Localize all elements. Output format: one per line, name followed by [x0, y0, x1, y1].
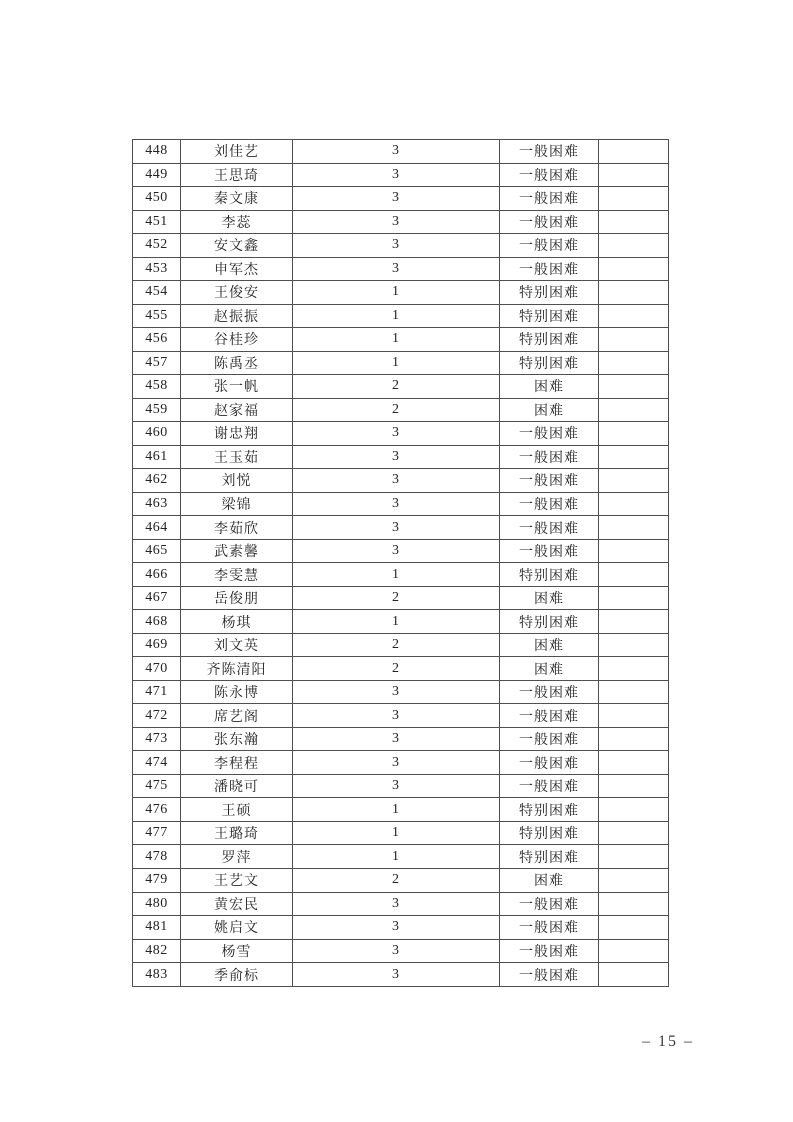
difficulty-level-cell: 一般困难 — [500, 704, 599, 728]
category-code-cell: 3 — [293, 727, 500, 751]
row-index-cell: 468 — [133, 610, 181, 634]
row-index-cell: 457 — [133, 351, 181, 375]
remark-cell — [599, 610, 669, 634]
category-code-cell: 3 — [293, 916, 500, 940]
remark-cell — [599, 939, 669, 963]
remark-cell — [599, 657, 669, 681]
table-row — [133, 892, 669, 916]
table-row — [133, 422, 669, 446]
row-index-cell: 469 — [133, 633, 181, 657]
table-row — [133, 963, 669, 987]
table-row — [133, 821, 669, 845]
remark-cell — [599, 398, 669, 422]
table-row — [133, 845, 669, 869]
row-index-cell: 460 — [133, 422, 181, 446]
student-name-cell: 陈永博 — [181, 680, 293, 704]
remark-cell — [599, 304, 669, 328]
table-row — [133, 704, 669, 728]
remark-cell — [599, 774, 669, 798]
row-index-cell: 465 — [133, 539, 181, 563]
student-name-cell: 谷桂珍 — [181, 328, 293, 352]
difficulty-level-cell: 一般困难 — [500, 163, 599, 187]
remark-cell — [599, 351, 669, 375]
remark-cell — [599, 469, 669, 493]
student-name-cell: 张东瀚 — [181, 727, 293, 751]
difficulty-level-cell: 特别困难 — [500, 845, 599, 869]
difficulty-level-cell: 一般困难 — [500, 963, 599, 987]
remark-cell — [599, 563, 669, 587]
student-name-cell: 谢忠翔 — [181, 422, 293, 446]
category-code-cell: 2 — [293, 657, 500, 681]
student-name-cell: 梁锦 — [181, 492, 293, 516]
difficulty-level-cell: 困难 — [500, 375, 599, 399]
table-row — [133, 939, 669, 963]
remark-cell — [599, 539, 669, 563]
remark-cell — [599, 586, 669, 610]
category-code-cell: 1 — [293, 821, 500, 845]
table-row — [133, 398, 669, 422]
row-index-cell: 455 — [133, 304, 181, 328]
remark-cell — [599, 422, 669, 446]
remark-cell — [599, 281, 669, 305]
student-name-cell: 杨琪 — [181, 610, 293, 634]
remark-cell — [599, 257, 669, 281]
row-index-cell: 479 — [133, 868, 181, 892]
row-index-cell: 475 — [133, 774, 181, 798]
table-row — [133, 492, 669, 516]
student-name-cell: 刘悦 — [181, 469, 293, 493]
remark-cell — [599, 210, 669, 234]
table-row — [133, 539, 669, 563]
difficulty-level-cell: 一般困难 — [500, 187, 599, 211]
student-name-cell: 岳俊朋 — [181, 586, 293, 610]
remark-cell — [599, 963, 669, 987]
table-row — [133, 563, 669, 587]
category-code-cell: 1 — [293, 845, 500, 869]
difficulty-level-cell: 特别困难 — [500, 821, 599, 845]
difficulty-level-cell: 一般困难 — [500, 210, 599, 234]
table-row — [133, 774, 669, 798]
difficulty-level-cell: 一般困难 — [500, 234, 599, 258]
student-name-cell: 刘佳艺 — [181, 140, 293, 164]
category-code-cell: 3 — [293, 234, 500, 258]
table-row — [133, 210, 669, 234]
student-name-cell: 安文鑫 — [181, 234, 293, 258]
difficulty-level-cell: 一般困难 — [500, 774, 599, 798]
difficulty-level-cell: 困难 — [500, 633, 599, 657]
row-index-cell: 478 — [133, 845, 181, 869]
category-code-cell: 3 — [293, 774, 500, 798]
table-row — [133, 586, 669, 610]
difficulty-level-cell: 特别困难 — [500, 304, 599, 328]
student-name-cell: 赵家福 — [181, 398, 293, 422]
row-index-cell: 462 — [133, 469, 181, 493]
row-index-cell: 473 — [133, 727, 181, 751]
row-index-cell: 474 — [133, 751, 181, 775]
row-index-cell: 464 — [133, 516, 181, 540]
table-row — [133, 163, 669, 187]
category-code-cell: 3 — [293, 257, 500, 281]
category-code-cell: 3 — [293, 939, 500, 963]
page-number: – 15 – — [642, 1033, 694, 1050]
row-index-cell: 466 — [133, 563, 181, 587]
student-name-cell: 刘文英 — [181, 633, 293, 657]
category-code-cell: 3 — [293, 892, 500, 916]
row-index-cell: 483 — [133, 963, 181, 987]
difficulty-level-cell: 特别困难 — [500, 798, 599, 822]
remark-cell — [599, 445, 669, 469]
remark-cell — [599, 163, 669, 187]
table-row — [133, 234, 669, 258]
table-row — [133, 140, 669, 164]
table-row — [133, 727, 669, 751]
category-code-cell: 3 — [293, 516, 500, 540]
table-row — [133, 610, 669, 634]
row-index-cell: 448 — [133, 140, 181, 164]
category-code-cell: 3 — [293, 751, 500, 775]
remark-cell — [599, 704, 669, 728]
row-index-cell: 454 — [133, 281, 181, 305]
table-row — [133, 328, 669, 352]
difficulty-level-cell: 特别困难 — [500, 351, 599, 375]
category-code-cell: 2 — [293, 375, 500, 399]
category-code-cell: 3 — [293, 140, 500, 164]
table-row — [133, 187, 669, 211]
row-index-cell: 471 — [133, 680, 181, 704]
student-name-cell: 李程程 — [181, 751, 293, 775]
student-name-cell: 武素馨 — [181, 539, 293, 563]
category-code-cell: 1 — [293, 798, 500, 822]
remark-cell — [599, 916, 669, 940]
difficulty-level-cell: 一般困难 — [500, 892, 599, 916]
table-row — [133, 516, 669, 540]
row-index-cell: 461 — [133, 445, 181, 469]
remark-cell — [599, 680, 669, 704]
difficulty-level-cell: 特别困难 — [500, 328, 599, 352]
row-index-cell: 459 — [133, 398, 181, 422]
difficulty-level-cell: 困难 — [500, 868, 599, 892]
remark-cell — [599, 798, 669, 822]
row-index-cell: 481 — [133, 916, 181, 940]
difficulty-level-cell: 特别困难 — [500, 563, 599, 587]
category-code-cell: 2 — [293, 586, 500, 610]
category-code-cell: 3 — [293, 422, 500, 446]
difficulty-level-cell: 特别困难 — [500, 610, 599, 634]
difficulty-level-cell: 一般困难 — [500, 516, 599, 540]
category-code-cell: 1 — [293, 304, 500, 328]
row-index-cell: 480 — [133, 892, 181, 916]
row-index-cell: 452 — [133, 234, 181, 258]
row-index-cell: 470 — [133, 657, 181, 681]
student-name-cell: 黄宏民 — [181, 892, 293, 916]
difficulty-level-cell: 一般困难 — [500, 140, 599, 164]
table-row — [133, 633, 669, 657]
category-code-cell: 3 — [293, 492, 500, 516]
difficulty-level-cell: 困难 — [500, 657, 599, 681]
student-name-cell: 赵振振 — [181, 304, 293, 328]
student-name-cell: 张一帆 — [181, 375, 293, 399]
category-code-cell: 1 — [293, 281, 500, 305]
table-row — [133, 868, 669, 892]
table-row — [133, 657, 669, 681]
difficulty-level-cell: 一般困难 — [500, 680, 599, 704]
student-name-cell: 王硕 — [181, 798, 293, 822]
category-code-cell: 3 — [293, 704, 500, 728]
category-code-cell: 3 — [293, 539, 500, 563]
table-row — [133, 445, 669, 469]
category-code-cell: 3 — [293, 445, 500, 469]
student-name-cell: 李雯慧 — [181, 563, 293, 587]
category-code-cell: 1 — [293, 610, 500, 634]
difficulty-level-cell: 困难 — [500, 586, 599, 610]
row-index-cell: 451 — [133, 210, 181, 234]
difficulty-level-cell: 特别困难 — [500, 281, 599, 305]
table-row — [133, 351, 669, 375]
difficulty-level-cell: 一般困难 — [500, 257, 599, 281]
row-index-cell: 450 — [133, 187, 181, 211]
student-name-cell: 罗萍 — [181, 845, 293, 869]
student-name-cell: 王俊安 — [181, 281, 293, 305]
remark-cell — [599, 751, 669, 775]
category-code-cell: 2 — [293, 398, 500, 422]
remark-cell — [599, 375, 669, 399]
difficulty-level-cell: 一般困难 — [500, 492, 599, 516]
row-index-cell: 458 — [133, 375, 181, 399]
student-name-cell: 姚启文 — [181, 916, 293, 940]
row-index-cell: 467 — [133, 586, 181, 610]
table-row — [133, 680, 669, 704]
category-code-cell: 3 — [293, 187, 500, 211]
student-name-cell: 齐陈清阳 — [181, 657, 293, 681]
student-name-cell: 王玉茹 — [181, 445, 293, 469]
table-row — [133, 304, 669, 328]
row-index-cell: 472 — [133, 704, 181, 728]
student-name-cell: 杨雪 — [181, 939, 293, 963]
remark-cell — [599, 328, 669, 352]
student-name-cell: 季俞标 — [181, 963, 293, 987]
difficulty-level-cell: 一般困难 — [500, 939, 599, 963]
difficulty-level-cell: 一般困难 — [500, 727, 599, 751]
remark-cell — [599, 492, 669, 516]
category-code-cell: 1 — [293, 351, 500, 375]
remark-cell — [599, 140, 669, 164]
row-index-cell: 456 — [133, 328, 181, 352]
table-row — [133, 798, 669, 822]
row-index-cell: 477 — [133, 821, 181, 845]
remark-cell — [599, 845, 669, 869]
remark-cell — [599, 868, 669, 892]
row-index-cell: 463 — [133, 492, 181, 516]
row-index-cell: 449 — [133, 163, 181, 187]
category-code-cell: 1 — [293, 328, 500, 352]
row-index-cell: 482 — [133, 939, 181, 963]
category-code-cell: 3 — [293, 680, 500, 704]
category-code-cell: 3 — [293, 963, 500, 987]
difficulty-level-cell: 一般困难 — [500, 469, 599, 493]
remark-cell — [599, 187, 669, 211]
table-row — [133, 257, 669, 281]
table-row — [133, 375, 669, 399]
student-name-cell: 潘晓可 — [181, 774, 293, 798]
student-table-body — [133, 140, 669, 987]
remark-cell — [599, 516, 669, 540]
difficulty-level-cell: 一般困难 — [500, 751, 599, 775]
table-row — [133, 469, 669, 493]
table-row — [133, 281, 669, 305]
difficulty-level-cell: 一般困难 — [500, 445, 599, 469]
difficulty-level-cell: 一般困难 — [500, 916, 599, 940]
category-code-cell: 1 — [293, 563, 500, 587]
remark-cell — [599, 892, 669, 916]
student-name-cell: 王艺文 — [181, 868, 293, 892]
difficulty-level-cell: 一般困难 — [500, 539, 599, 563]
remark-cell — [599, 234, 669, 258]
difficulty-level-cell: 一般困难 — [500, 422, 599, 446]
category-code-cell: 3 — [293, 163, 500, 187]
difficulty-level-cell: 困难 — [500, 398, 599, 422]
remark-cell — [599, 727, 669, 751]
student-name-cell: 陈禹丞 — [181, 351, 293, 375]
category-code-cell: 3 — [293, 469, 500, 493]
category-code-cell: 3 — [293, 210, 500, 234]
remark-cell — [599, 821, 669, 845]
student-roster-table — [132, 139, 669, 987]
table-row — [133, 751, 669, 775]
student-name-cell: 秦文康 — [181, 187, 293, 211]
category-code-cell: 2 — [293, 868, 500, 892]
student-name-cell: 申军杰 — [181, 257, 293, 281]
remark-cell — [599, 633, 669, 657]
student-name-cell: 席艺阁 — [181, 704, 293, 728]
student-name-cell: 王璐琦 — [181, 821, 293, 845]
table-row — [133, 916, 669, 940]
row-index-cell: 476 — [133, 798, 181, 822]
student-name-cell: 李茹欣 — [181, 516, 293, 540]
student-name-cell: 王思琦 — [181, 163, 293, 187]
student-name-cell: 李蕊 — [181, 210, 293, 234]
category-code-cell: 2 — [293, 633, 500, 657]
row-index-cell: 453 — [133, 257, 181, 281]
